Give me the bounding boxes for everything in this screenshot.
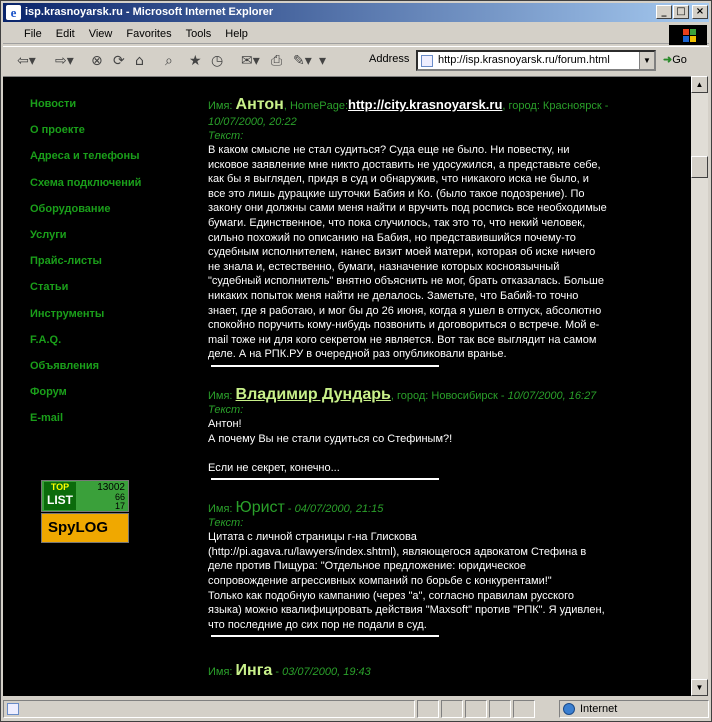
nav-tools[interactable]: Инструменты [30, 307, 105, 320]
refresh-icon[interactable]: ⟳ [113, 53, 125, 69]
discuss-icon[interactable]: ▾ [319, 53, 327, 69]
toplist-logo: TOP LIST [44, 482, 76, 510]
ie-icon: e [6, 5, 21, 20]
go-button[interactable] [663, 53, 687, 66]
history-icon[interactable]: ◷ [211, 53, 224, 69]
post-header: Имя: Владимир Дундарь, город: Новосибирск - 10/07/2000, 16:27 [208, 385, 597, 403]
nav-articles[interactable]: Статьи [30, 281, 69, 294]
menu-view[interactable]: View [88, 28, 113, 40]
post-date: 04/07/2000, 21:15 [294, 503, 384, 516]
globe-icon [563, 703, 575, 715]
minimize-button[interactable]: _ [656, 5, 672, 19]
post-header: Имя: Инга - 03/07/2000, 19:43 [208, 662, 371, 680]
nav-prices[interactable]: Прайс-листы [30, 255, 102, 268]
address-label: Address [369, 53, 410, 65]
nav-ads[interactable]: Объявления [30, 359, 100, 372]
nav-connection[interactable]: Схема подключений [30, 176, 142, 189]
post-author[interactable]: Владимир Дундарь [235, 385, 391, 403]
page-icon [7, 703, 19, 715]
nav-news[interactable]: Новости [30, 98, 77, 110]
toplist-counter[interactable] [41, 480, 129, 512]
post-text: В каком смысле не стал судиться? Суда еще не было. Ни повестку, ни исковое заявление мне никто доставить не удосужился, а представьте себе, как бы я выглядел, придя в суд и обнаружив, что никакого иска не было, и все это лишь дурацкие шуточки Бабия и Ко. (было такое подозрение). По закону они должны сами меня найти и вручить под роспись все необходимые бумаги. Единственное, что пока случилось, так это то, что некий человек, сильно похожий по описанию на Бабия, но представившийся почему-то судебным исполнителем, нанес визит моей матери, которая об иске ничего не знала и, естественно, бумаги, назначение которых косноязычный "судебный исполнитель" внятно объяснить не мог, брать отказалась. Больше никаких попыток меня найти не делалось. Заметьте, что Бабий-то точно знает, где я работаю, и мог бы до 26 июня, когда я ушел в отпуск, абсолютно спокойно поручить кому-нибудь позвонить и договориться о встрече. Мой e- mail тоже ни для кого секретом не является. Вот так все выглядит на самом деле. А на РПК.РУ в очередной раз опубликовали вранье. [208, 144, 607, 361]
status-bar [3, 699, 709, 719]
menu-bar [3, 24, 709, 44]
post-author: Юрист [235, 499, 285, 517]
nav-services[interactable]: Услуги [30, 228, 67, 241]
address-input[interactable] [416, 50, 656, 71]
title-bar [3, 3, 709, 22]
post-date: 10/07/2000, 16:27 [507, 389, 597, 402]
post-text-label: Текст: [208, 403, 244, 416]
menu-edit[interactable]: Edit [55, 28, 75, 40]
post-header: Имя: Юрист - 04/07/2000, 21:15 [208, 499, 384, 517]
address-dropdown[interactable]: ▼ [639, 52, 654, 69]
forum-post [208, 97, 660, 367]
edit-icon[interactable]: ✎▾ [293, 53, 312, 69]
post-author: Антон [235, 96, 284, 113]
status-pane [489, 700, 511, 718]
print-icon[interactable]: ⎙ [271, 53, 283, 69]
scroll-up-button[interactable]: ▲ [691, 76, 708, 93]
nav-about[interactable]: О проекте [30, 124, 85, 137]
menu-help[interactable]: Help [225, 28, 248, 40]
status-pane [513, 700, 535, 718]
scroll-down-button[interactable]: ▼ [691, 679, 708, 696]
back-icon[interactable]: ⇦▾ [17, 53, 36, 69]
address-url: http://isp.krasnoyarsk.ru/forum.html [438, 54, 610, 66]
go-arrow-icon: ➜ [663, 54, 673, 66]
menu-file[interactable]: File [24, 28, 42, 40]
post-header: Имя: Антон, HomePage:http://city.krasnoyarsk.ru, город: Красноярск - 10/07/2000, 20:22 [208, 96, 609, 128]
spylog-label: SpyLOG [48, 519, 109, 536]
nav-faq[interactable]: F.A.Q. [30, 333, 62, 346]
zone-label: Internet [580, 703, 618, 715]
site-nav [30, 97, 190, 437]
stop-icon[interactable]: ⊗ [91, 53, 103, 69]
status-pane [417, 700, 439, 718]
nav-equipment[interactable]: Оборудование [30, 202, 111, 215]
post-homepage-link[interactable]: http://city.krasnoyarsk.ru [348, 97, 503, 112]
forum-post [208, 387, 660, 480]
close-button[interactable]: × [692, 5, 708, 19]
post-author: Инга [235, 662, 273, 680]
favorites-icon[interactable]: ★ [189, 53, 202, 69]
post-text: Антон! А почему Вы не стали судиться со Стефиным?! Если не секрет, конечно... [208, 417, 453, 474]
page-icon [421, 55, 433, 67]
status-zone [559, 700, 709, 718]
menu-tools[interactable]: Tools [185, 28, 212, 40]
toplist-numbers: 13002 66 17 [97, 482, 125, 511]
forum-post [208, 663, 660, 680]
status-pane [465, 700, 487, 718]
menu-favorites[interactable]: Favorites [126, 28, 172, 40]
search-icon[interactable]: ⌕ [165, 53, 173, 69]
nav-email[interactable]: E-mail [30, 412, 64, 425]
spylog-counter[interactable] [41, 513, 129, 543]
post-date: 03/07/2000, 19:43 [282, 666, 371, 679]
maximize-button[interactable]: □ [673, 5, 689, 19]
home-icon[interactable]: ⌂ [135, 53, 144, 69]
scroll-thumb[interactable] [691, 156, 708, 178]
post-text-label: Текст: [208, 130, 244, 142]
window-title: isp.krasnoyarsk.ru - Microsoft Internet Explorer [25, 6, 274, 18]
windows-logo [669, 25, 707, 45]
page-content [3, 76, 691, 696]
forum-posts [208, 97, 660, 680]
nav-forum[interactable]: Форум [30, 386, 67, 399]
forum-post [208, 500, 660, 637]
post-date: 10/07/2000, 20:22 [208, 116, 297, 128]
post-text-label: Текст: [208, 517, 244, 530]
forward-icon[interactable]: ⇨▾ [55, 53, 74, 69]
toolbar [3, 46, 709, 74]
post-text: Цитата с личной страницы г-на Глискова (http://pi.agava.ru/lawyers/index.shtml), являющегося адвокатом Стефина в деле против Пищура: "Отдельное предложение: юридическое сопровождение агрессивных компаний по борьбе с конкурентами!" Только как подобную кампанию (через "а", согласно правилам русского языка) можно квалифицировать действия "Maxsoft" против "РПК". Я удивлен, что последние до сих пор не подали в суд. [208, 531, 605, 631]
status-pane [441, 700, 463, 718]
nav-contacts[interactable]: Адреса и телефоны [30, 150, 140, 163]
vertical-scrollbar[interactable] [691, 76, 708, 696]
status-main [3, 700, 415, 718]
go-label: Go [672, 54, 687, 66]
mail-icon[interactable]: ✉▾ [241, 53, 260, 69]
